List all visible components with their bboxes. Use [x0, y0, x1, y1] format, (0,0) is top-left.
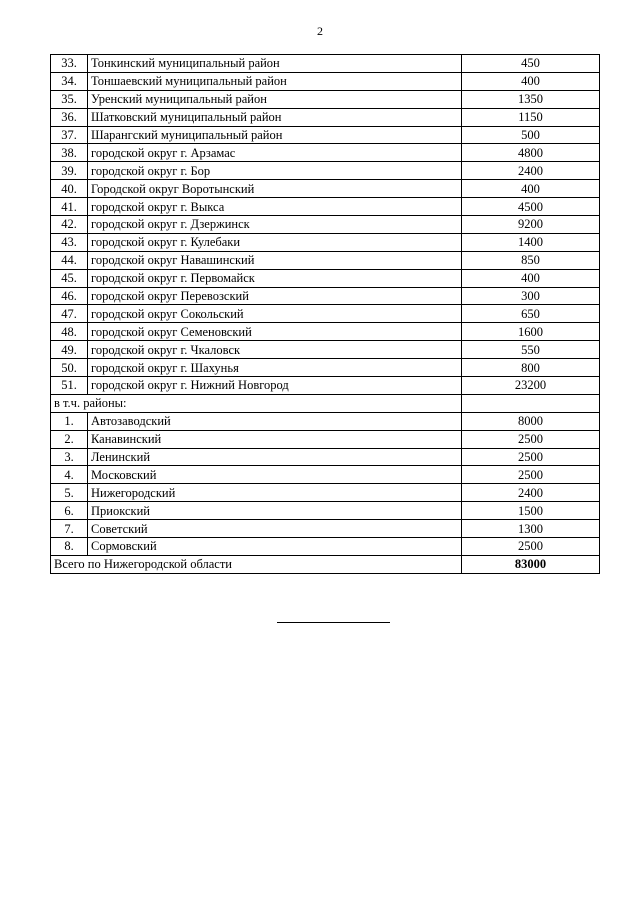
total-value: 83000 [462, 555, 600, 573]
district-row [51, 502, 600, 520]
row-value: 500 [462, 126, 600, 144]
total-row [51, 555, 600, 573]
table-row [51, 126, 600, 144]
row-value: 2500 [462, 430, 600, 448]
table-row [51, 55, 600, 73]
row-value: 400 [462, 269, 600, 287]
row-value: 800 [462, 359, 600, 377]
district-row [51, 448, 600, 466]
page-number: 2 [317, 24, 323, 38]
row-number: 7. [51, 520, 88, 538]
table-row [51, 359, 600, 377]
row-number: 51. [51, 377, 88, 395]
district-row [51, 466, 600, 484]
row-number: 41. [51, 198, 88, 216]
row-number: 2. [51, 430, 88, 448]
row-name: Нижегородский [88, 484, 462, 502]
table-row [51, 251, 600, 269]
row-name: городской округ г. Нижний Новгород [88, 377, 462, 395]
row-value: 1600 [462, 323, 600, 341]
row-value: 1400 [462, 233, 600, 251]
row-name: Советский [88, 520, 462, 538]
row-name: городской округ г. Дзержинск [88, 216, 462, 234]
row-value: 450 [462, 55, 600, 73]
row-number: 43. [51, 233, 88, 251]
row-value: 2500 [462, 466, 600, 484]
row-name: городской округ г. Выкса [88, 198, 462, 216]
table-row [51, 233, 600, 251]
row-name: Городской округ Воротынский [88, 180, 462, 198]
row-name: городской округ г. Бор [88, 162, 462, 180]
district-row [51, 520, 600, 538]
row-name: Канавинский [88, 430, 462, 448]
row-name: городской округ г. Чкаловск [88, 341, 462, 359]
district-row [51, 538, 600, 556]
row-name: Сормовский [88, 538, 462, 556]
row-number: 1. [51, 412, 88, 430]
row-number: 34. [51, 72, 88, 90]
table-row [51, 198, 600, 216]
table-row [51, 162, 600, 180]
row-name: Уренский муниципальный район [88, 90, 462, 108]
row-number: 37. [51, 126, 88, 144]
row-name: городской округ Семеновский [88, 323, 462, 341]
table-row [51, 269, 600, 287]
row-value: 23200 [462, 377, 600, 395]
row-value: 850 [462, 251, 600, 269]
table-row [51, 323, 600, 341]
table-row [51, 108, 600, 126]
subheader-row [51, 394, 600, 412]
row-number: 48. [51, 323, 88, 341]
row-value: 4500 [462, 198, 600, 216]
row-number: 35. [51, 90, 88, 108]
row-name: Шатковский муниципальный район [88, 108, 462, 126]
row-number: 40. [51, 180, 88, 198]
row-number: 50. [51, 359, 88, 377]
row-name: городской округ г. Кулебаки [88, 233, 462, 251]
row-name: Московский [88, 466, 462, 484]
row-name: Тоншаевский муниципальный район [88, 72, 462, 90]
table-row [51, 216, 600, 234]
table-row [51, 144, 600, 162]
row-number: 42. [51, 216, 88, 234]
row-value: 9200 [462, 216, 600, 234]
row-number: 39. [51, 162, 88, 180]
row-name: городской округ г. Шахунья [88, 359, 462, 377]
district-row [51, 412, 600, 430]
row-number: 6. [51, 502, 88, 520]
row-name: Шарангский муниципальный район [88, 126, 462, 144]
row-number: 36. [51, 108, 88, 126]
row-value: 2500 [462, 448, 600, 466]
row-name: городской округ г. Арзамас [88, 144, 462, 162]
row-number: 45. [51, 269, 88, 287]
row-number: 33. [51, 55, 88, 73]
row-value: 300 [462, 287, 600, 305]
table-row [51, 90, 600, 108]
row-value: 550 [462, 341, 600, 359]
allocation-table-body [51, 55, 600, 574]
row-value: 650 [462, 305, 600, 323]
row-number: 38. [51, 144, 88, 162]
table-row [51, 72, 600, 90]
table-row [51, 287, 600, 305]
row-number: 44. [51, 251, 88, 269]
row-number: 5. [51, 484, 88, 502]
table-row [51, 305, 600, 323]
table-row [51, 377, 600, 395]
subheader-empty-cell [462, 394, 600, 412]
row-number: 46. [51, 287, 88, 305]
row-name: городской округ Перевозский [88, 287, 462, 305]
row-name: городской округ Сокольский [88, 305, 462, 323]
table-row [51, 180, 600, 198]
row-number: 3. [51, 448, 88, 466]
district-row [51, 484, 600, 502]
row-value: 400 [462, 72, 600, 90]
total-label: Всего по Нижегородской области [51, 555, 462, 573]
row-name: городской округ Навашинский [88, 251, 462, 269]
row-value: 1500 [462, 502, 600, 520]
row-name: Тонкинский муниципальный район [88, 55, 462, 73]
row-name: городской округ г. Первомайск [88, 269, 462, 287]
row-name: Автозаводский [88, 412, 462, 430]
allocation-table [50, 54, 600, 574]
subheader-label: в т.ч. районы: [51, 394, 462, 412]
row-value: 2400 [462, 162, 600, 180]
table-row [51, 341, 600, 359]
row-value: 2400 [462, 484, 600, 502]
district-row [51, 430, 600, 448]
row-value: 4800 [462, 144, 600, 162]
row-number: 49. [51, 341, 88, 359]
row-value: 1150 [462, 108, 600, 126]
row-value: 1300 [462, 520, 600, 538]
row-value: 400 [462, 180, 600, 198]
row-name: Ленинский [88, 448, 462, 466]
row-value: 2500 [462, 538, 600, 556]
row-name: Приокский [88, 502, 462, 520]
signature-line [277, 622, 390, 623]
row-number: 8. [51, 538, 88, 556]
row-value: 8000 [462, 412, 600, 430]
row-value: 1350 [462, 90, 600, 108]
row-number: 47. [51, 305, 88, 323]
row-number: 4. [51, 466, 88, 484]
